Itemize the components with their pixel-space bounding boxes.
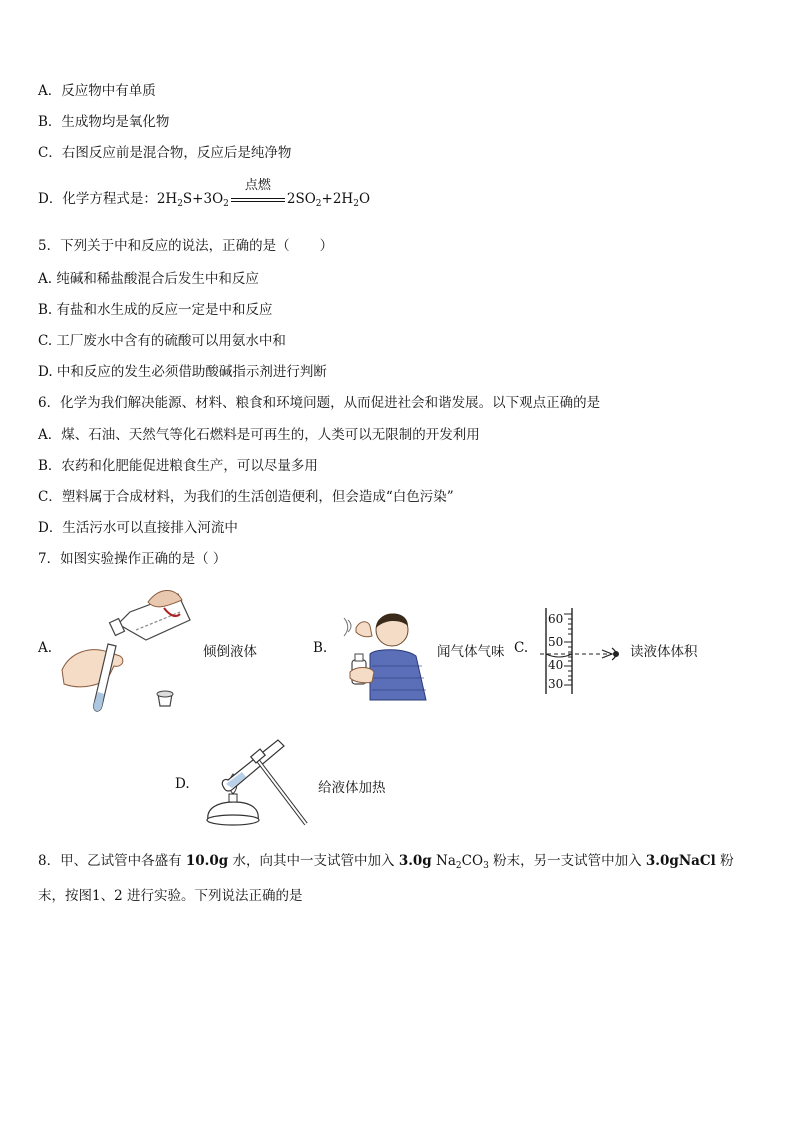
q5-stem-close: ） bbox=[319, 238, 334, 254]
q4-option-d: D．化学方程式是：$2H_2S+3O_2$ 点燃 $2SO_2+2H_2O$ bbox=[38, 177, 371, 209]
q5-stem bbox=[38, 237, 333, 255]
reaction-condition: 点燃 bbox=[244, 177, 271, 193]
q6-option-c: C．塑料属于合成材料，为我们的生活创造便利，但会造成“白色污染” bbox=[38, 489, 454, 505]
q6-option-a: A．煤、石油、天然气等化石燃料是可再生的，人类可以无限制的开发利用 bbox=[38, 427, 480, 443]
q8-stem: 8．甲、乙试管中各盛有 10.0g 水，向其中一支试管中加入 3.0g $Na_2CO_3$ 粉末，另一支试管中加入 3.0gNaCl 粉末，按图1、2 进行实验。下列说法正确的是 bbox=[38, 853, 734, 904]
q6-option-d: D．生活污水可以直接排入河流中 bbox=[38, 520, 238, 536]
q7-option-d-caption: 给液体加热 bbox=[318, 780, 386, 796]
q5-option-a: A. 纯碱和稀盐酸混合后发生中和反应 bbox=[38, 271, 259, 287]
q7-option-b-caption: 闻气体气味 bbox=[437, 644, 505, 660]
q8-part3: 粉末，另一支试管中加入 bbox=[488, 853, 646, 869]
q8-part2: 水，向其中一支试管中加入 bbox=[228, 853, 399, 869]
reaction-condition-arrow bbox=[229, 177, 287, 209]
q7-option-a-letter: A. bbox=[38, 640, 53, 656]
q5-option-c: C. 工厂废水中含有的硫酸可以用氨水中和 bbox=[38, 333, 286, 349]
q7-stem: 7．如图实验操作正确的是（ ） bbox=[38, 551, 227, 567]
q4-option-b: B．生成物均是氧化物 bbox=[38, 114, 170, 130]
cylinder-tick-30: 30 bbox=[548, 677, 564, 691]
q8-formula-co: CO bbox=[461, 853, 484, 869]
q4-option-c: C．右图反应前是混合物，反应后是纯净物 bbox=[38, 145, 292, 161]
q5-option-b: B. 有盐和水生成的反应一定是中和反应 bbox=[38, 302, 273, 318]
q6-option-b: B．农药和化肥能促进粮食生产，可以尽量多用 bbox=[38, 458, 318, 474]
q5-stem-text: 5．下列关于中和反应的说法，正确的是（ bbox=[38, 238, 290, 254]
q7-option-c-letter: C. bbox=[514, 640, 529, 656]
cylinder-tick-60: 60 bbox=[548, 612, 564, 626]
q7-option-c-caption: 读液体体积 bbox=[630, 644, 698, 660]
q8-formula-na: Na bbox=[436, 853, 456, 869]
q7-option-b-letter: B. bbox=[313, 640, 328, 656]
heating-liquid-illustration bbox=[198, 732, 314, 834]
q7-option-a-caption: 倾倒液体 bbox=[203, 644, 257, 660]
q4-option-a: A．反应物中有单质 bbox=[38, 83, 156, 99]
q8-part4: 粉末，按图1、2 进行实验。下列说法正确的是 bbox=[38, 853, 734, 904]
q8-mass-nacl: 3.0gNaCl bbox=[645, 853, 716, 869]
q4-option-d-prefix: D．化学方程式是：2H bbox=[38, 191, 178, 207]
q5-option-d: D. 中和反应的发生必须借助酸碱指示剂进行判断 bbox=[38, 364, 327, 380]
smelling-gas-illustration bbox=[336, 602, 432, 702]
q8-part1: 8．甲、乙试管中各盛有 bbox=[38, 853, 186, 869]
pouring-liquid-illustration bbox=[60, 582, 200, 712]
q6-stem: 6．化学为我们解决能源、材料、粮食和环境问题，从而促进社会和谐发展。以下观点正确的是 bbox=[38, 395, 601, 411]
q8-mass-na2co3: 3.0g bbox=[398, 853, 432, 869]
q7-option-d-letter: D. bbox=[175, 776, 190, 792]
cylinder-tick-40: 40 bbox=[548, 658, 564, 672]
q8-mass-water: 10.0g bbox=[185, 853, 229, 869]
cylinder-tick-50: 50 bbox=[548, 635, 564, 649]
